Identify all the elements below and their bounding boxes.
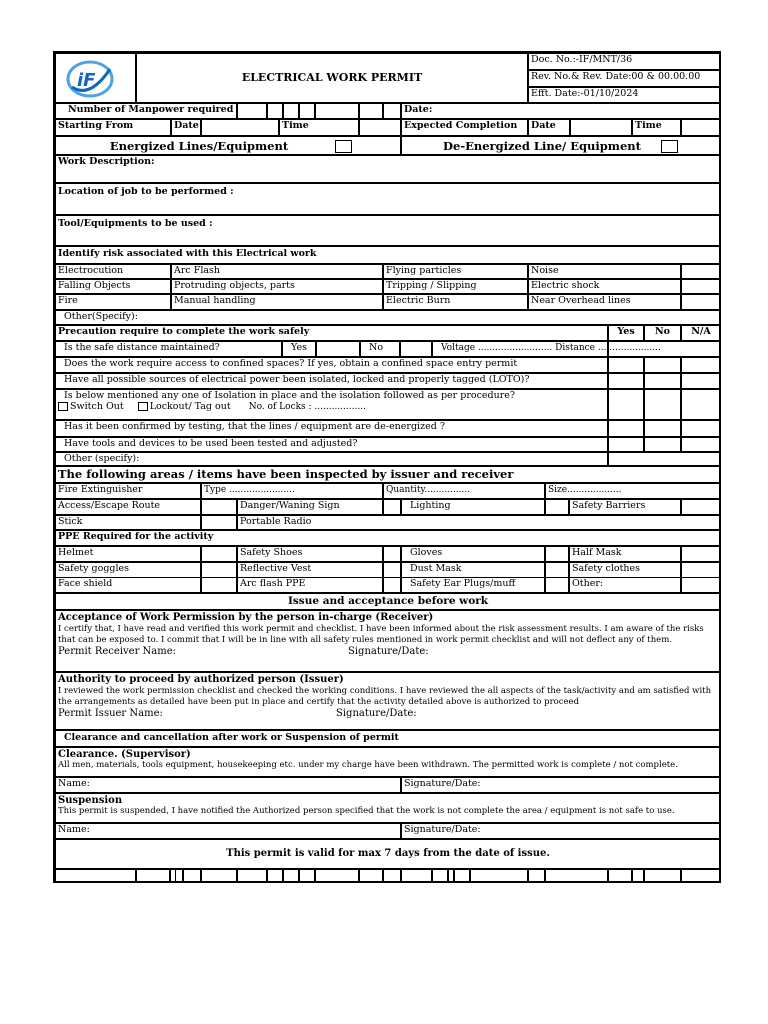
- risk-item: Protruding objects, parts: [171, 279, 383, 294]
- ppe-check[interactable]: [383, 562, 401, 578]
- clearance-title: Clearance. (Supervisor): [58, 749, 191, 760]
- question-text: Other (specify):: [64, 453, 140, 464]
- ppe-check[interactable]: [383, 577, 401, 593]
- tools-field[interactable]: Tool/Equipments to be used :: [55, 215, 721, 246]
- safe-distance-no-box[interactable]: [400, 341, 432, 357]
- footer-cell: [299, 869, 315, 883]
- no-cell[interactable]: [644, 373, 681, 389]
- na-cell[interactable]: [681, 373, 721, 389]
- issuer-signature-field[interactable]: Signature/Date:: [336, 707, 417, 719]
- risk-item: Noise: [528, 264, 681, 279]
- end-date-field[interactable]: [570, 119, 632, 136]
- risk-item: Electrocution: [55, 264, 171, 279]
- start-time-field[interactable]: [359, 119, 401, 136]
- precaution-question: [55, 373, 608, 389]
- no-cell[interactable]: [644, 437, 681, 452]
- check-cell[interactable]: [201, 499, 237, 515]
- lockout-checkbox[interactable]: [138, 402, 148, 411]
- end-time-label: Time: [632, 119, 681, 136]
- company-logo: [64, 59, 116, 99]
- revision-info: Rev. No.& Rev. Date:00 & 00.00.00: [528, 70, 721, 87]
- ppe-check[interactable]: [545, 546, 569, 562]
- ppe-check[interactable]: [201, 577, 237, 593]
- inspection-heading: The following areas / items have been inspected by issuer and receiver: [55, 466, 721, 483]
- safe-distance-no[interactable]: No: [360, 341, 400, 357]
- expected-completion-label: Expected Completion: [401, 119, 528, 136]
- issue-heading: Issue and acceptance before work: [55, 593, 721, 610]
- footer-cell: [401, 869, 432, 883]
- doc-number: Doc. No.:-IF/MNT/36: [528, 53, 721, 70]
- type-field[interactable]: Type .......................: [201, 483, 383, 499]
- energized-label: Energized Lines/Equipment: [55, 136, 401, 155]
- manpower-cell[interactable]: [315, 103, 359, 119]
- risk-item: Manual handling: [171, 294, 383, 310]
- footer-cell: [55, 869, 136, 883]
- yes-cell[interactable]: [608, 373, 644, 389]
- risk-item: Near Overhead lines: [528, 294, 681, 310]
- manpower-cell[interactable]: [383, 103, 401, 119]
- ppe-item: Reflective Vest: [237, 562, 383, 578]
- ppe-check[interactable]: [545, 577, 569, 593]
- ppe-item: Safety Ear Plugs/muff: [401, 577, 545, 593]
- start-date-label: Date: [171, 119, 201, 136]
- precaution-question: [55, 437, 608, 452]
- ppe-check[interactable]: [201, 546, 237, 562]
- footer-cell: [470, 869, 528, 883]
- no-cell[interactable]: [644, 389, 681, 420]
- work-description-field[interactable]: Work Description:: [55, 155, 721, 183]
- na-cell[interactable]: [681, 437, 721, 452]
- risk-item: Falling Objects: [55, 279, 171, 294]
- check-cell[interactable]: [383, 499, 401, 515]
- suspension-text: This permit is suspended, I have notified the Authorized person specified that the work is not complete the area / equipment is not safe to use.: [58, 805, 675, 816]
- question-text: Have tools and devices to be used been tested and adjusted?: [64, 438, 358, 449]
- risk-item: Electric Burn: [383, 294, 528, 310]
- yes-cell[interactable]: [608, 357, 644, 373]
- ppe-check[interactable]: [681, 546, 721, 562]
- precaution-question: [55, 357, 608, 373]
- question-text: Is below mentioned any one of Isolation in place and the isolation followed as per procedure?: [64, 390, 515, 401]
- location-field[interactable]: Location of job to be performed :: [55, 183, 721, 215]
- risk-item: Electric shock: [528, 279, 681, 294]
- na-cell[interactable]: [681, 357, 721, 373]
- issuer-text: I reviewed the work permission checklist and checked the working conditions. I have reviewed the all aspects of the task/activity and am satisfied with the arrangements as detailed have been put in place and certify that the activity detailed above is authorized to proceed: [58, 685, 712, 707]
- quantity-field[interactable]: Quantity................: [383, 483, 545, 499]
- no-column-header: No: [644, 325, 681, 341]
- effective-date: Efft. Date:-01/10/2024: [528, 87, 721, 103]
- ppe-item: Safety Shoes: [237, 546, 383, 562]
- ppe-heading: PPE Required for the activity: [55, 530, 721, 546]
- validity-note: This permit is valid for max 7 days from the date of issue.: [55, 839, 721, 869]
- footer-cell: [383, 869, 401, 883]
- question-text: Does the work require access to confined spaces? If yes, obtain a confined space entry permit: [64, 358, 518, 369]
- permit-form: [53, 51, 721, 883]
- question-text: Have all possible sources of electrical power been isolated, locked and properly tagged (LOTO)?: [64, 374, 530, 385]
- lockout-label: Lockout/ Tag out: [149, 400, 231, 412]
- ppe-item: Safety clothes: [569, 562, 681, 578]
- footer-cell: [359, 869, 383, 883]
- ppe-item: Gloves: [401, 546, 545, 562]
- starting-from-label: Starting From: [55, 119, 171, 136]
- size-field[interactable]: Size...................: [545, 483, 721, 499]
- yes-cell[interactable]: [608, 437, 644, 452]
- fire-extinguisher: Fire Extinguisher: [55, 483, 201, 499]
- footer-cell: [183, 869, 201, 883]
- footer-cell: [136, 869, 170, 883]
- de-energized-label: De-Energized Line/ Equipment: [401, 136, 721, 155]
- end-date-label: Date: [528, 119, 570, 136]
- logo-cell: [55, 53, 136, 103]
- ppe-item: Half Mask: [569, 546, 681, 562]
- clearance-section: [55, 747, 721, 777]
- footer-cell: [201, 869, 237, 883]
- de-energized-checkbox[interactable]: [661, 140, 678, 153]
- logo-text: iF: [77, 70, 96, 91]
- footer-cell: [267, 869, 283, 883]
- yes-column-header: Yes: [608, 325, 644, 341]
- na-cell[interactable]: [681, 389, 721, 420]
- ppe-check[interactable]: [681, 577, 721, 593]
- ppe-item: Safety goggles: [55, 562, 201, 578]
- ppe-item: Helmet: [55, 546, 201, 562]
- yes-cell[interactable]: [608, 389, 644, 420]
- safety-barriers: Safety Barriers: [569, 499, 681, 515]
- switch-out-label: Switch Out: [70, 400, 124, 412]
- clearance-text: All men, materials, tools equipment, housekeeping etc. under my charge have been withdrawn. The permitted work is complete / not complete.: [58, 759, 678, 770]
- lighting: Lighting: [401, 499, 545, 515]
- safe-distance-yes[interactable]: Yes: [282, 341, 316, 357]
- clearance-name-field[interactable]: Name:: [55, 777, 401, 793]
- receiver-text: I certify that, I have read and verified this work permit and checklist. I have been informed about the risk assessment results. I am aware of the risks that can be exposed to. I commit that I will be in line with all safety rules mentioned in work permit checklist and will not deflect any of them.: [58, 623, 704, 645]
- yes-cell[interactable]: [608, 420, 644, 437]
- portable-radio: Portable Radio: [237, 515, 721, 530]
- safe-distance-yes-box[interactable]: [316, 341, 360, 357]
- precaution-heading: Precaution require to complete the work safely: [55, 325, 608, 341]
- risk-heading: Identify risk associated with this Electrical work: [55, 246, 721, 264]
- start-time-label: Time: [279, 119, 359, 136]
- energized-checkbox[interactable]: [335, 140, 352, 153]
- suspension-title: Suspension: [58, 795, 123, 806]
- clearance-signature-field[interactable]: Signature/Date:: [401, 777, 721, 793]
- stick: Stick: [55, 515, 201, 530]
- question-text: Has it been confirmed by testing, that the lines / equipment are de-energized ?: [64, 421, 445, 432]
- precaution-question: [55, 452, 608, 466]
- suspension-section: [55, 793, 721, 823]
- risk-item: Flying particles: [383, 264, 528, 279]
- footer-cell: [432, 869, 448, 883]
- footer-cell: [545, 869, 608, 883]
- ppe-check[interactable]: [201, 562, 237, 578]
- suspension-signature-field[interactable]: Signature/Date:: [401, 823, 721, 839]
- voltage-distance-field[interactable]: Voltage .......................... Distance ......................: [432, 341, 608, 357]
- answer-cell[interactable]: [608, 452, 721, 466]
- manpower-date-field[interactable]: Date:: [401, 103, 721, 119]
- receiver-section: [55, 610, 721, 672]
- end-time-field[interactable]: [681, 119, 721, 136]
- risk-item: Arc Flash: [171, 264, 383, 279]
- footer-cell: [315, 869, 359, 883]
- danger-sign: Danger/Waning Sign: [237, 499, 383, 515]
- precaution-question: [55, 389, 608, 420]
- issuer-name-field[interactable]: Permit Issuer Name:: [58, 707, 163, 719]
- safe-distance-question: Is the safe distance maintained?: [55, 341, 282, 357]
- ppe-item: Face shield: [55, 577, 201, 593]
- switch-out-checkbox[interactable]: [58, 402, 68, 411]
- manpower-cell[interactable]: [267, 103, 283, 119]
- form-title: ELECTRICAL WORK PERMIT: [136, 53, 528, 103]
- manpower-label: Number of Manpower required: [55, 103, 237, 119]
- na-cell[interactable]: [681, 420, 721, 437]
- na-column-header: N/A: [681, 325, 721, 341]
- issuer-section: [55, 672, 721, 730]
- risk-other-field[interactable]: Other(Specify):: [55, 310, 721, 325]
- suspension-name-field[interactable]: Name:: [55, 823, 401, 839]
- ppe-item: Other:: [569, 577, 681, 593]
- manpower-cell[interactable]: [299, 103, 315, 119]
- risk-check-cell[interactable]: [681, 294, 721, 310]
- manpower-cell[interactable]: [237, 103, 267, 119]
- manpower-cell[interactable]: [359, 103, 383, 119]
- manpower-cell[interactable]: [283, 103, 299, 119]
- access-escape-route: Access/Escape Route: [55, 499, 201, 515]
- receiver-signature-field[interactable]: Signature/Date:: [348, 645, 429, 657]
- footer-cell: [528, 869, 545, 883]
- check-cell[interactable]: [681, 499, 721, 515]
- footer-cell: [283, 869, 299, 883]
- risk-item: Fire: [55, 294, 171, 310]
- ppe-item: Arc flash PPE: [237, 577, 383, 593]
- check-cell[interactable]: [201, 515, 237, 530]
- footer-cell: [608, 869, 632, 883]
- check-cell[interactable]: [545, 499, 569, 515]
- precaution-question: [55, 420, 608, 437]
- risk-item: Tripping / Slipping: [383, 279, 528, 294]
- footer-cell: [632, 869, 644, 883]
- receiver-name-field[interactable]: Permit Receiver Name:: [58, 645, 177, 657]
- clearance-heading: Clearance and cancellation after work or Suspension of permit: [55, 730, 721, 747]
- ppe-check[interactable]: [383, 546, 401, 562]
- ppe-check[interactable]: [545, 562, 569, 578]
- locks-field[interactable]: No. of Locks : ..................: [248, 401, 366, 412]
- footer-cell: [644, 869, 681, 883]
- risk-check-cell[interactable]: [681, 264, 721, 279]
- ppe-check[interactable]: [681, 562, 721, 578]
- no-cell[interactable]: [644, 357, 681, 373]
- footer-cell: [237, 869, 267, 883]
- ppe-item: Dust Mask: [401, 562, 545, 578]
- issuer-title: Authority to proceed by authorized person (Issuer): [58, 674, 344, 685]
- answer-cells[interactable]: [608, 341, 721, 357]
- footer-cell: [681, 869, 721, 883]
- footer-cell: [454, 869, 470, 883]
- risk-check-cell[interactable]: [681, 279, 721, 294]
- footer-cell: [175, 869, 183, 883]
- start-date-field[interactable]: [201, 119, 279, 136]
- no-cell[interactable]: [644, 420, 681, 437]
- receiver-title: Acceptance of Work Permission by the person in-charge (Receiver): [58, 612, 434, 623]
